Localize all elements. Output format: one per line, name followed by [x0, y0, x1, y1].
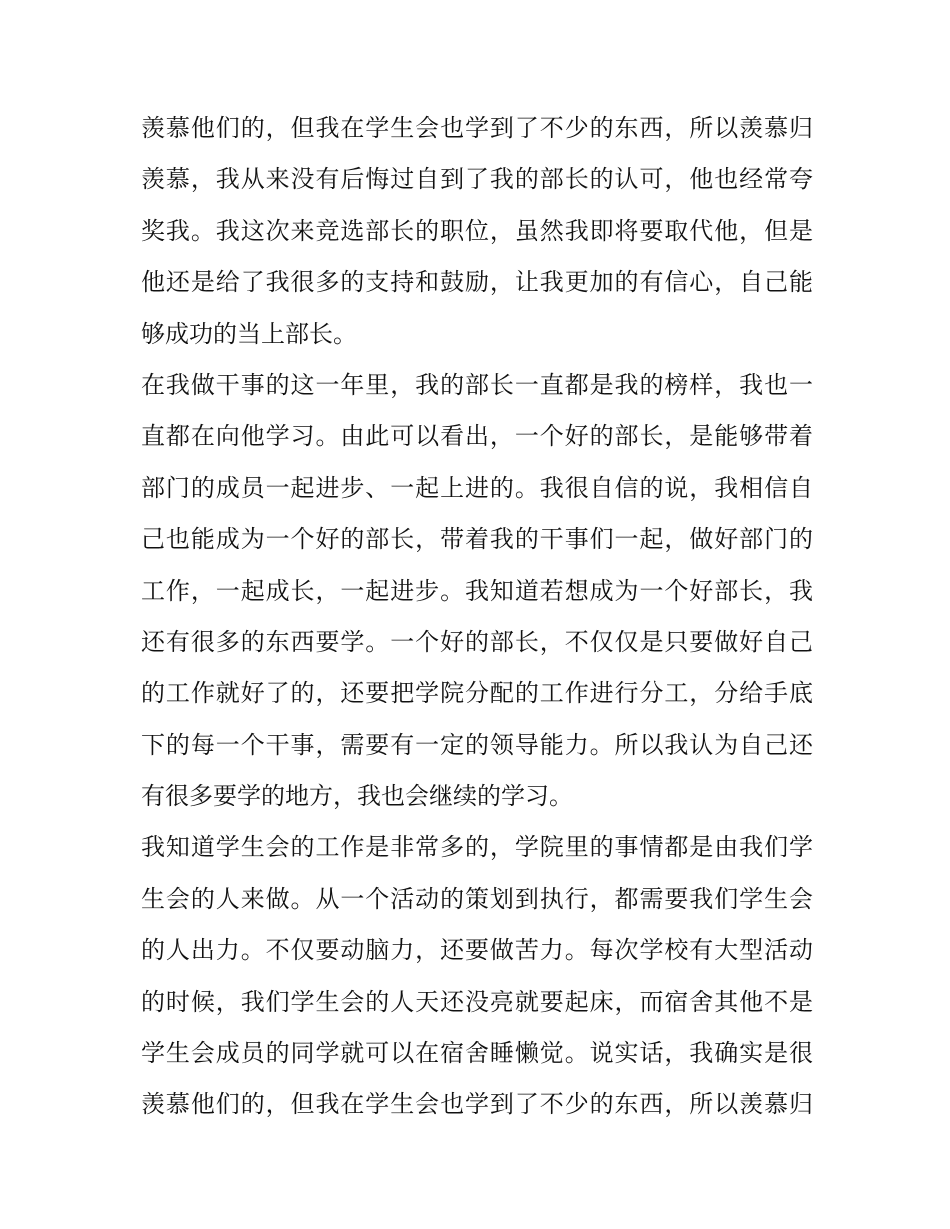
- text-line: 羡慕，我从来没有后悔过自到了我的部长的认可，他也经常夸: [141, 165, 813, 194]
- text-line: 我知道学生会的工作是非常多的，学院里的事情都是由我们学: [141, 833, 813, 862]
- text-line: 的人出力。不仅要动脑力，还要做苦力。每次学校有大型活动: [141, 936, 813, 965]
- text-line: 羡慕他们的，但我在学生会也学到了不少的东西，所以羡慕归: [141, 114, 813, 142]
- text-line: 的工作就好了的，还要把学院分配的工作进行分工，分给手底: [141, 679, 813, 708]
- text-line: 己也能成为一个好的部长，带着我的干事们一起，做好部门的: [141, 525, 813, 554]
- text-line: 学生会成员的同学就可以在宿舍睡懒觉。说实话，我确实是很: [141, 1039, 813, 1068]
- text-line: 他还是给了我很多的支持和鼓励，让我更加的有信心，自己能: [141, 268, 813, 297]
- text-line: 还有很多的东西要学。一个好的部长，不仅仅是只要做好自己: [141, 627, 813, 656]
- text-line: 够成功的当上部长。: [141, 319, 357, 348]
- text-line: 直都在向他学习。由此可以看出，一个好的部长，是能够带着: [141, 422, 813, 451]
- text-line: 生会的人来做。从一个活动的策划到执行，都需要我们学生会: [141, 884, 813, 913]
- text-line: 的时候，我们学生会的人天还没亮就要起床，而宿舍其他不是: [141, 987, 813, 1016]
- body-text: [141, 103, 813, 1131]
- text-line: 有很多要学的地方，我也会继续的学习。: [141, 782, 573, 811]
- text-line: 奖我。我这次来竞选部长的职位，虽然我即将要取代他，但是: [141, 216, 813, 245]
- text-line: 羡慕他们的，但我在学生会也学到了不少的东西，所以羡慕归: [141, 1090, 813, 1119]
- text-line: 部门的成员一起进步、一起上进的。我很自信的说，我相信自: [141, 473, 813, 502]
- text-line: 工作，一起成长，一起进步。我知道若想成为一个好部长，我: [141, 576, 813, 605]
- text-line: 在我做干事的这一年里，我的部长一直都是我的榜样，我也一: [141, 370, 813, 399]
- text-line: 下的每一个干事，需要有一定的领导能力。所以我认为自己还: [141, 730, 813, 759]
